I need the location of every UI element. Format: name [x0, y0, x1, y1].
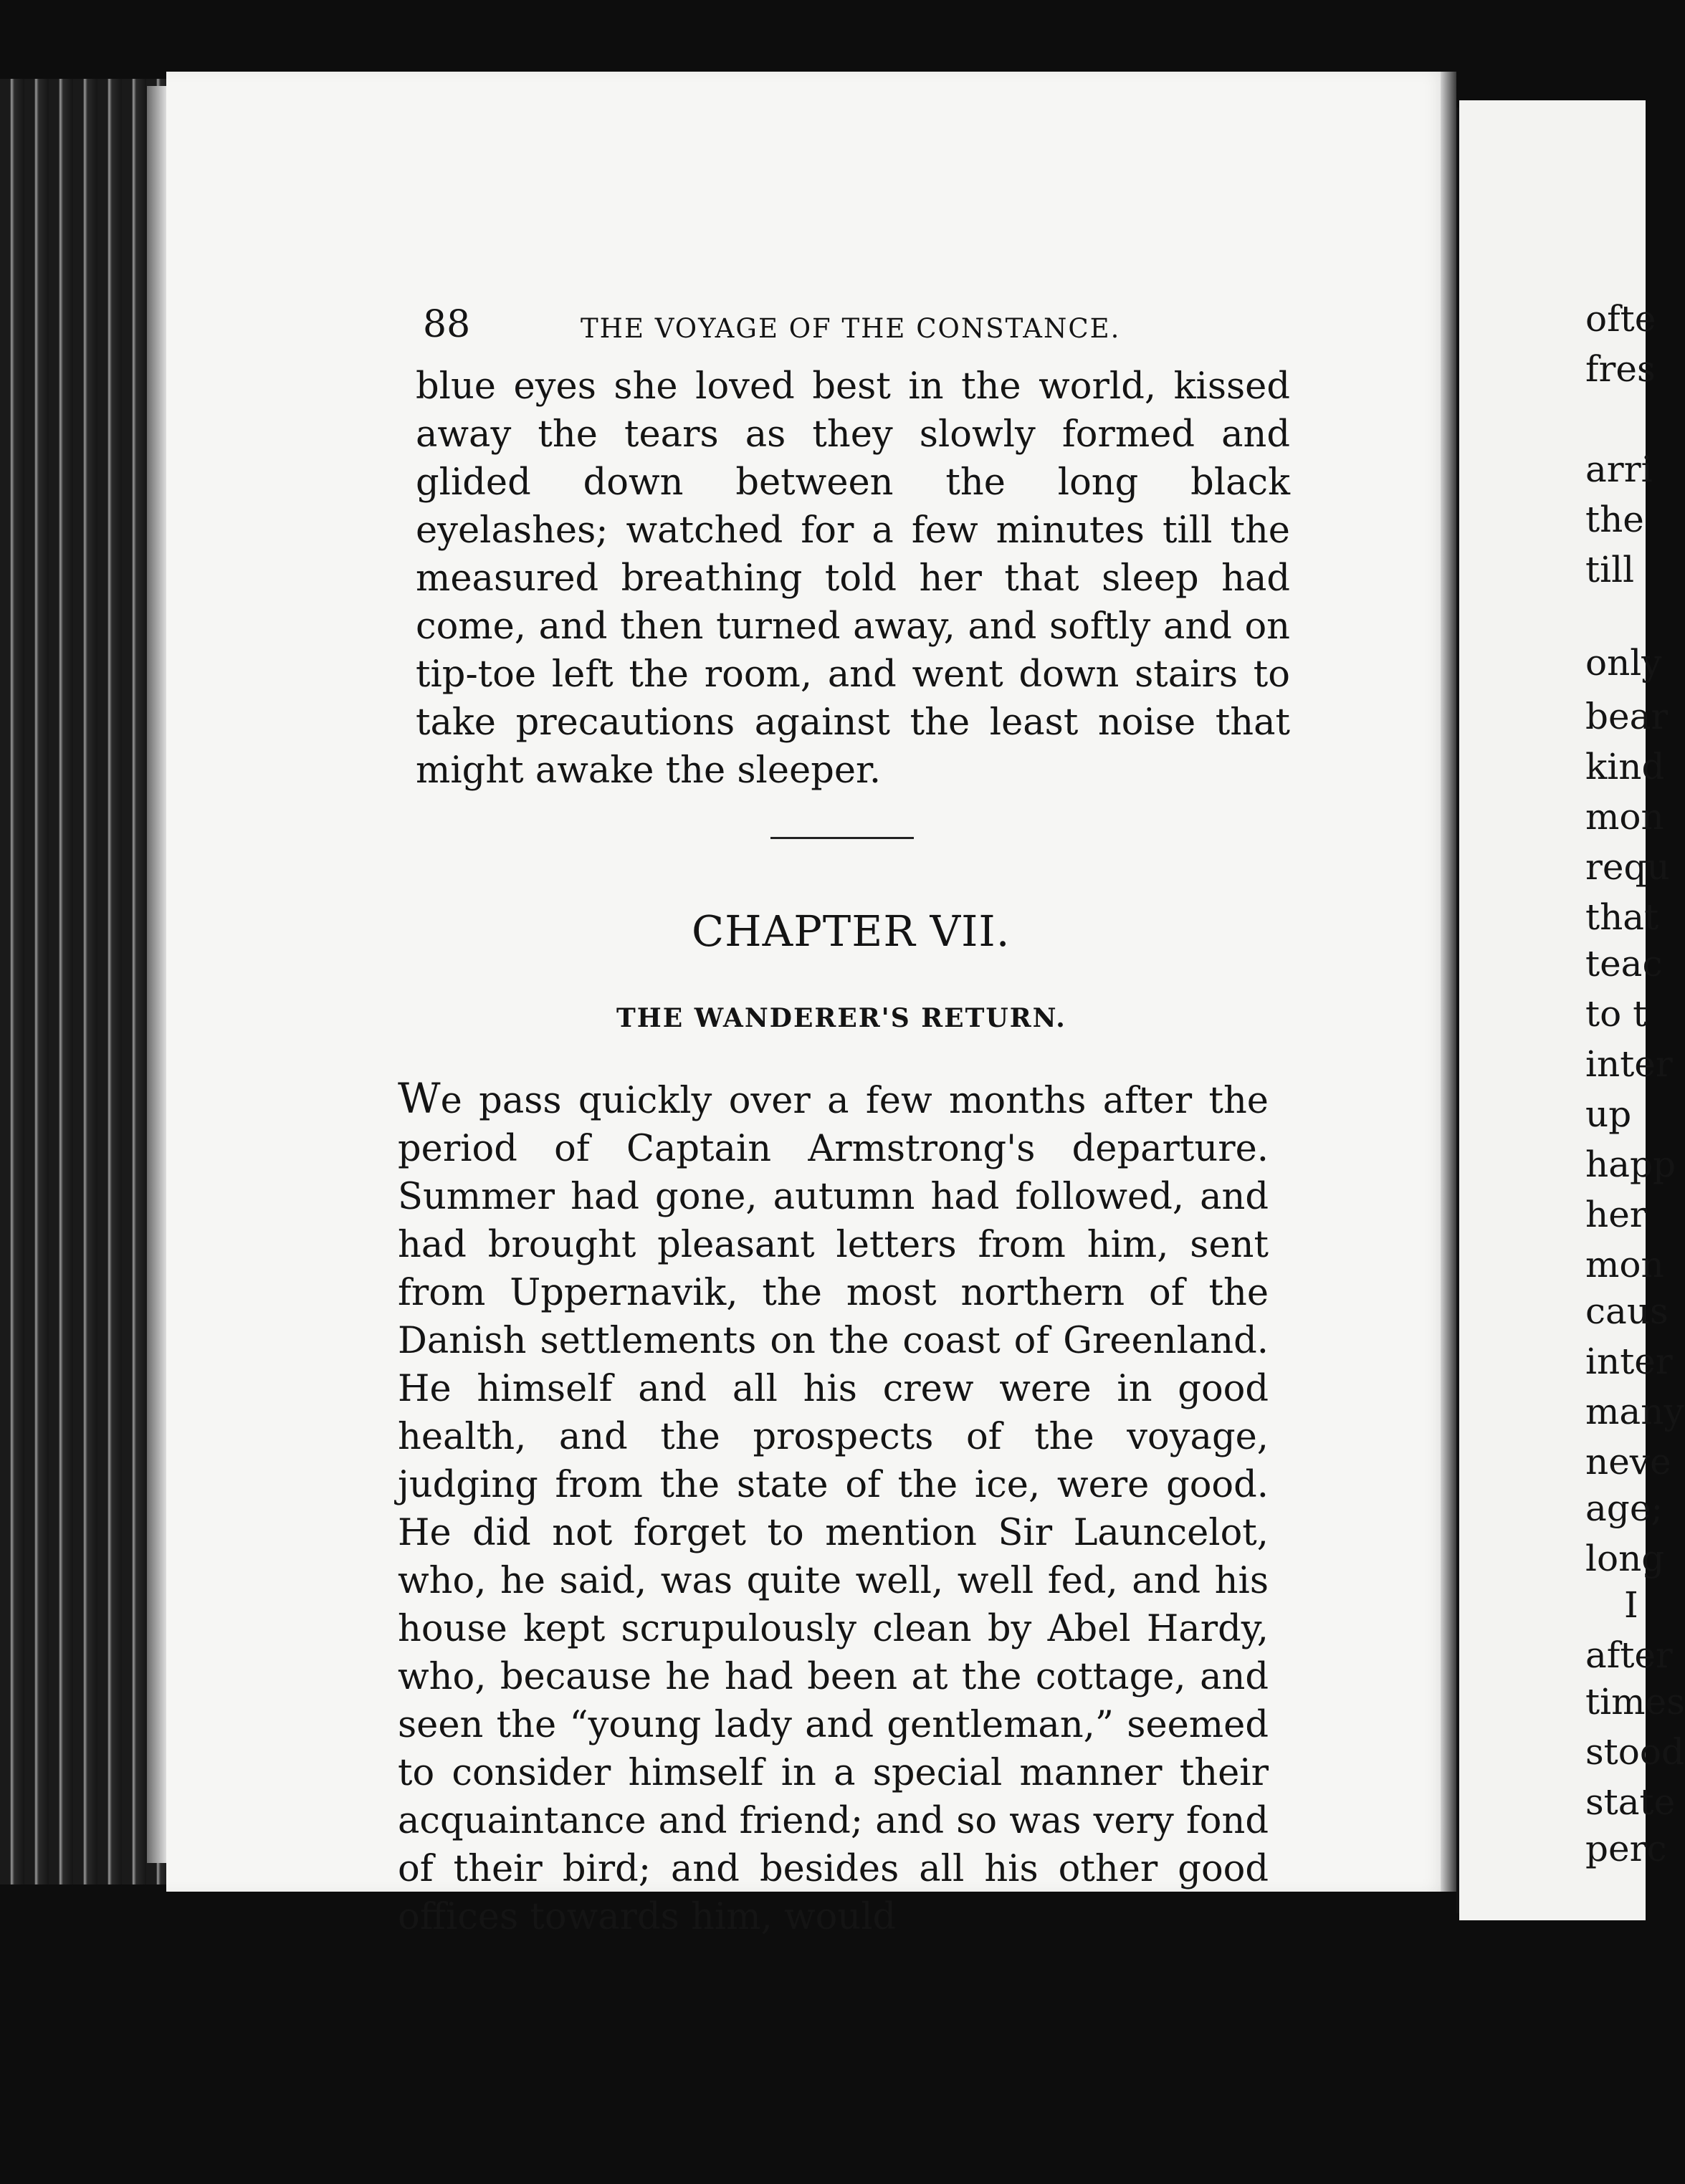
- page-number: 88: [423, 303, 471, 346]
- facing-page-line: caus: [1585, 1290, 1669, 1332]
- facing-page-line: bear: [1585, 696, 1669, 737]
- facing-page-line: only: [1585, 642, 1662, 684]
- chapter-subtitle: THE WANDERER'S RETURN.: [616, 1003, 1066, 1033]
- facing-page-line: ofte: [1585, 298, 1656, 340]
- facing-page-line: happ: [1585, 1144, 1676, 1185]
- facing-page: [1459, 100, 1685, 1920]
- facing-page-line: many: [1585, 1391, 1684, 1432]
- facing-page-line: kind: [1585, 746, 1665, 787]
- facing-page-line: inter: [1585, 1043, 1673, 1085]
- book-binding: [0, 79, 168, 1884]
- facing-page-line: that: [1585, 896, 1659, 938]
- facing-page-line: after: [1585, 1634, 1673, 1676]
- facing-page-line: mon: [1585, 796, 1664, 838]
- facing-page-line: age;: [1585, 1488, 1663, 1529]
- running-head: THE VOYAGE OF THE CONSTANCE.: [581, 313, 1121, 344]
- facing-page-line: neve: [1585, 1441, 1671, 1483]
- facing-page-line: requ: [1585, 846, 1670, 888]
- facing-page-line: I: [1624, 1584, 1638, 1626]
- facing-page-line: perc: [1585, 1828, 1667, 1869]
- chapter-opening-paragraph: We pass quickly over a few months after the period of Captain Armstrong's departure. Summer had gone, autumn had followed, and had brought pleasant letters from him, sent from Uppernavik, the most northern of the Danish settlements on the coast of Greenland. He himself and all his crew were in good health, and the prospects of the voyage, judging from the state of the ice, were good. He did not forget to mention Sir Launcelot, who, he said, was quite well, well fed, and his house kept scrupulously clean by Abel Hardy, who, because he had been at the cottage, and seen the “young lady and gentleman,” seemed to consider himself in a special manner their acquaintance and friend; and so was very fond of their bird; and besides all his other good offices towards him, would: [398, 1074, 1269, 1938]
- facing-page-line: fres: [1585, 348, 1656, 390]
- facing-page-line: up: [1585, 1093, 1632, 1135]
- continuation-paragraph: blue eyes she loved best in the world, kissed away the tears as they slowly formed and glided down between the long black eyelashes; watched for a few minutes till the measured breathing told her that sleep had come, and then turned away, and softly and on tip-toe left the room, and went down stairs to take precautions against the least noise that might awake the sleeper.: [416, 365, 1290, 792]
- facing-page-line: the: [1585, 499, 1644, 540]
- facing-page-line: teac: [1585, 943, 1663, 985]
- facing-page-line: times: [1585, 1681, 1685, 1723]
- facing-page-line: to t: [1585, 993, 1648, 1035]
- facing-page-line: till: [1585, 549, 1635, 590]
- facing-page-line: stood: [1585, 1731, 1684, 1773]
- facing-page-line: inter: [1585, 1341, 1673, 1382]
- page-stack-edge: [147, 86, 168, 1863]
- facing-page-line: long: [1585, 1538, 1665, 1579]
- section-divider: [770, 837, 914, 839]
- facing-page-line: state: [1585, 1781, 1676, 1823]
- facing-page-line: arri: [1585, 449, 1653, 490]
- page-header: [423, 303, 1426, 353]
- chapter-title: CHAPTER VII.: [692, 906, 1011, 956]
- facing-page-line: mon: [1585, 1244, 1664, 1285]
- facing-page-line: her: [1585, 1194, 1647, 1235]
